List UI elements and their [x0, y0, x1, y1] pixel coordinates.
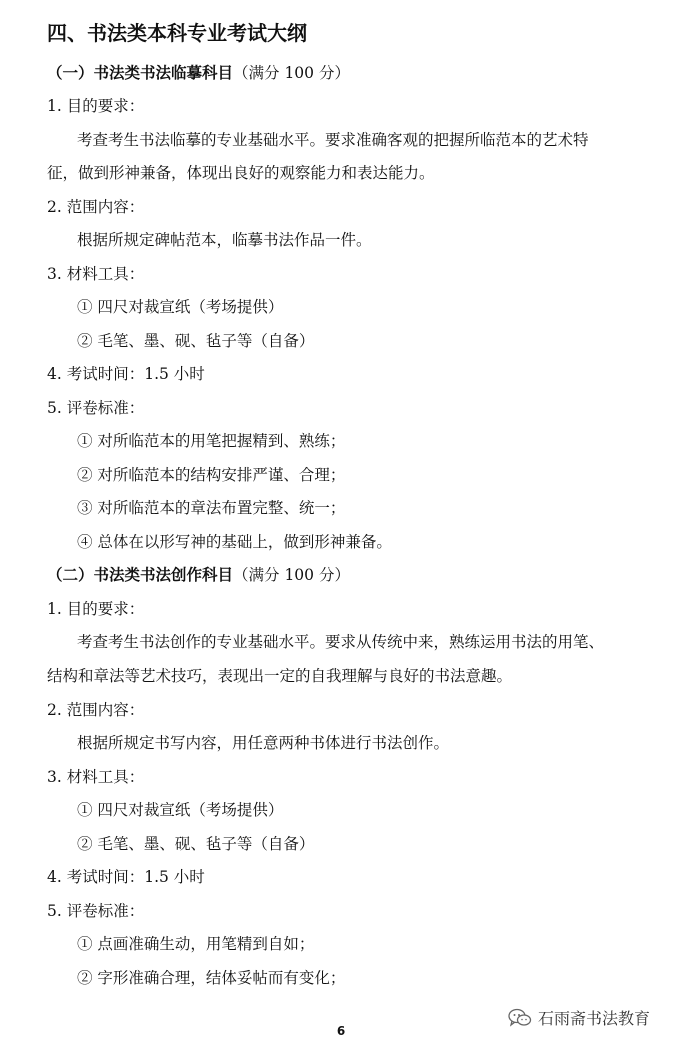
- s2-item1-text-a: 考查考生书法创作的专业基础水平。要求从传统中来，熟练运用书法的用笔、: [77, 633, 605, 651]
- s1-criterion-4: ④ 总体在以形写神的基础上，做到形神兼备。: [77, 533, 392, 551]
- s2-criterion-2: ② 字形准确合理，结体妥帖而有变化；: [77, 969, 346, 987]
- s1-item1-text-b: 征，做到形神兼备，体现出良好的观察能力和表达能力。: [47, 164, 435, 182]
- page-title: 四、书法类本科专业考试大纲: [47, 21, 307, 45]
- section-heading-2: [47, 565, 350, 585]
- section-heading-1-title: （一）书法类书法临摹科目: [47, 64, 234, 82]
- s2-tool-2: ② 毛笔、墨、砚、毡子等（自备）: [77, 835, 315, 853]
- section-heading-2-title: （二）书法类书法创作科目: [47, 566, 234, 584]
- s2-item1-text-b: 结构和章法等艺术技巧，表现出一定的自我理解与良好的书法意趣。: [47, 667, 513, 685]
- s2-item1-label: 1. 目的要求：: [47, 600, 145, 618]
- s1-item4-label: 4. 考试时间：1.5 小时: [47, 365, 205, 383]
- s2-tool-1: ① 四尺对裁宣纸（考场提供）: [77, 801, 284, 819]
- s1-item5-label: 5. 评卷标准：: [47, 399, 145, 417]
- watermark-text: 石雨斋书法教育: [538, 1009, 651, 1028]
- section-heading-1-note: （满分 100 分）: [233, 64, 350, 82]
- s1-tool-2: ② 毛笔、墨、砚、毡子等（自备）: [77, 332, 315, 350]
- s2-item3-label: 3. 材料工具：: [47, 768, 145, 786]
- s1-item2-label: 2. 范围内容：: [47, 198, 145, 216]
- s1-criterion-2: ② 对所临范本的结构安排严谨、合理；: [77, 466, 346, 484]
- section-heading-2-note: （满分 100 分）: [233, 566, 350, 584]
- s1-item2-text: 根据所规定碑帖范本，临摹书法作品一件。: [77, 231, 372, 249]
- s1-criterion-1: ① 对所临范本的用笔把握精到、熟练；: [77, 432, 346, 450]
- s2-item2-text: 根据所规定书写内容，用任意两种书体进行书法创作。: [77, 734, 450, 752]
- s1-item1-label: 1. 目的要求：: [47, 97, 145, 115]
- s2-item5-label: 5. 评卷标准：: [47, 902, 145, 920]
- s2-item4-label: 4. 考试时间：1.5 小时: [47, 868, 205, 886]
- s1-criterion-3: ③ 对所临范本的章法布置完整、统一；: [77, 499, 346, 517]
- s2-criterion-1: ① 点画准确生动，用笔精到自如；: [77, 935, 315, 953]
- s1-item1-text-a: 考查考生书法临摹的专业基础水平。要求准确客观的把握所临范本的艺术特: [77, 131, 589, 149]
- s1-tool-1: ① 四尺对裁宣纸（考场提供）: [77, 298, 284, 316]
- s2-item2-label: 2. 范围内容：: [47, 701, 145, 719]
- page-number: 6: [336, 1024, 346, 1038]
- s1-item3-label: 3. 材料工具：: [47, 265, 145, 283]
- section-heading-1: [47, 63, 350, 83]
